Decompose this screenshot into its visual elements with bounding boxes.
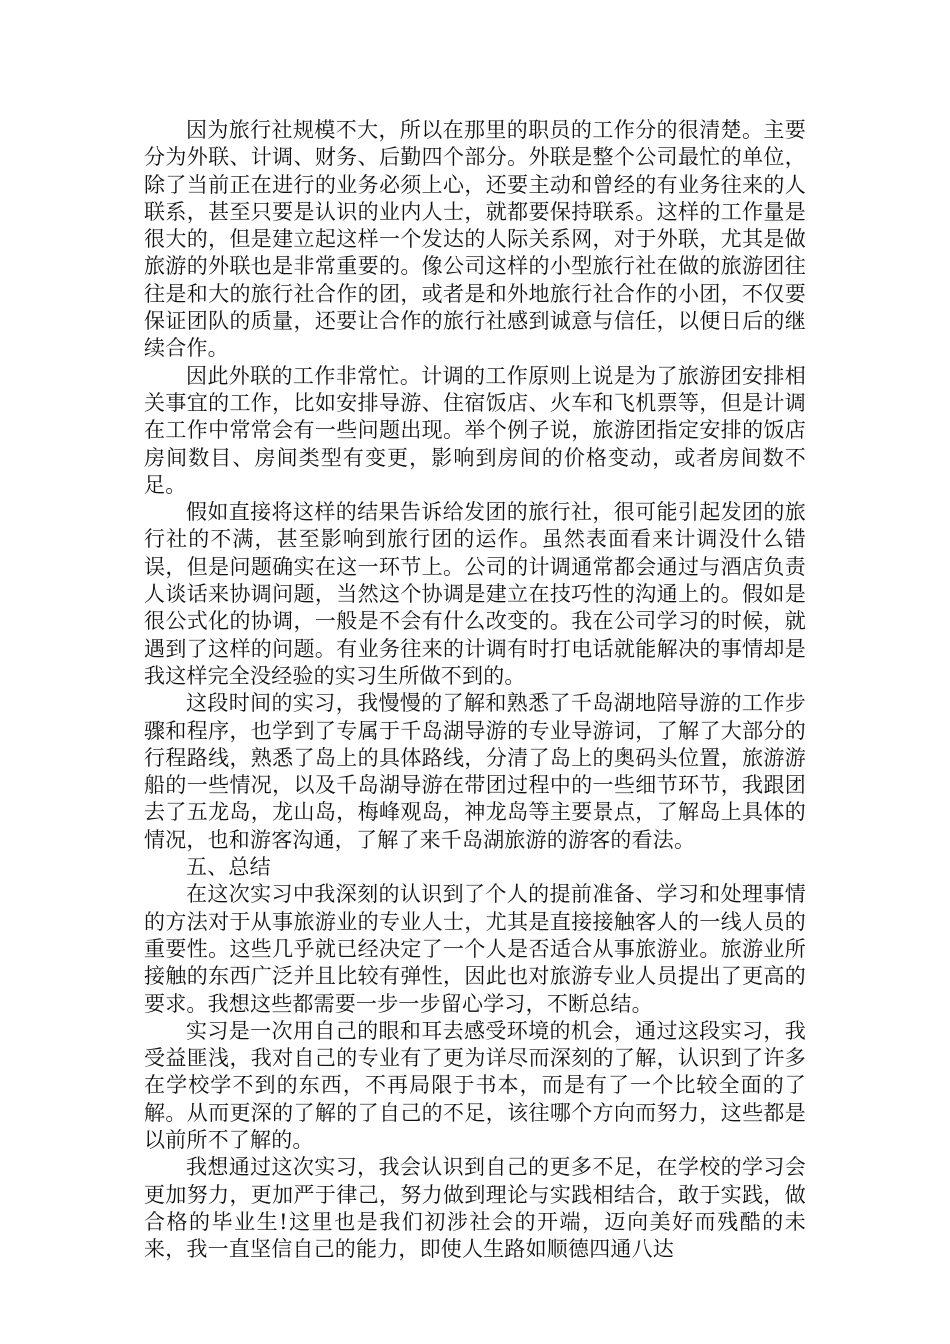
paragraph-summary-1: 在这次实习中我深刻的认识到了个人的提前准备、学习和处理事情的方法对于从事旅游业的专业人士，尤其是直接接触客人的一线人员的重要性。这些几乎就已经决定了一个人是否适合从事旅游业。旅游业所接触的东西广泛并且比较有弹性，因此也对旅游专业人员提出了更高的要求。我想这些都需要一步一步留心学习，不断总结。 — [144, 882, 806, 1016]
paragraph-summary-3: 我想通过这次实习，我会认识到自己的更多不足，在学校的学习会更加努力，更加严于律己，努力做到理论与实践相结合，敢于实践，做合格的毕业生!这里也是我们初涉社会的开端，迈向美好而残酷的未来，我一直坚信自己的能力，即使人生路如顺德四通八达 — [144, 1155, 806, 1262]
section-heading-summary: 五、总结 — [186, 855, 271, 880]
paragraph-summary-2: 实习是一次用自己的眼和耳去感受环境的机会，通过这段实习，我受益匪浅，我对自己的专业有了更为详尽而深刻的了解，认识到了许多在学校学不到的东西，不再局限于书本，而是有了一个比较全面的了解。从而更深的了解的了自己的不足，该往哪个方向而努力，这些都是以前所不了解的。 — [144, 1018, 806, 1152]
paragraph-coordination-problems: 假如直接将这样的结果告诉给发团的旅行社，很可能引起发团的旅行社的不满，甚至影响到旅行团的运作。虽然表面看来计调没什么错误，但是问题确实在这一环节上。公司的计调通常都会通过与酒店负责人谈话来协调问题，当然这个协调是建立在技巧性的沟通上的。假如是很公式化的协调，一般是不会有什么改变的。我在公司学习的时候，就遇到了这样的问题。有业务往来的计调有时打电话就能解决的事情却是我这样完全没经验的实习生所做不到的。 — [144, 500, 806, 688]
document-page — [144, 117, 806, 1263]
paragraph-travel-agency-departments: 因为旅行社规模不大，所以在那里的职员的工作分的很清楚。主要分为外联、计调、财务、后勤四个部分。外联是整个公司最忙的单位，除了当前正在进行的业务必须上心，还要主动和曾经的有业务往来的人联系，甚至只要是认识的业内人士，就都要保持联系。这样的工作量是很大的，但是建立起这样一个发达的人际关系网，对于外联，尤其是做旅游的外联也是非常重要的。像公司这样的小型旅行社在做的旅游团往往是和大的旅行社合作的团，或者是和外地旅行社合作的小团，不仅要保证团队的质量，还要让合作的旅行社感到诚意与信任，以便日后的继续合作。 — [144, 118, 806, 361]
paragraph-coordination-work: 因此外联的工作非常忙。计调的工作原则上说是为了旅游团安排相关事宜的工作，比如安排导游、住宿饭店、火车和飞机票等，但是计调在工作中常常会有一些问题出现。举个例子说，旅游团指定安排的饭店房间数目、房间类型有变更，影响到房间的价格变动，或者房间数不足。 — [144, 363, 806, 497]
paragraph-internship-learning: 这段时间的实习，我慢慢的了解和熟悉了千岛湖地陪导游的工作步骤和程序，也学到了专属于千岛湖导游的专业导游词，了解了大部分的行程路线，熟悉了岛上的具体路线，分清了岛上的奥码头位置，旅游游船的一些情况，以及千岛湖导游在带团过程中的一些细节环节，我跟团去了五龙岛，龙山岛，梅峰观岛，神龙岛等主要景点，了解岛上具体的情况，也和游客沟通，了解了来千岛湖旅游的游客的看法。 — [144, 691, 806, 852]
